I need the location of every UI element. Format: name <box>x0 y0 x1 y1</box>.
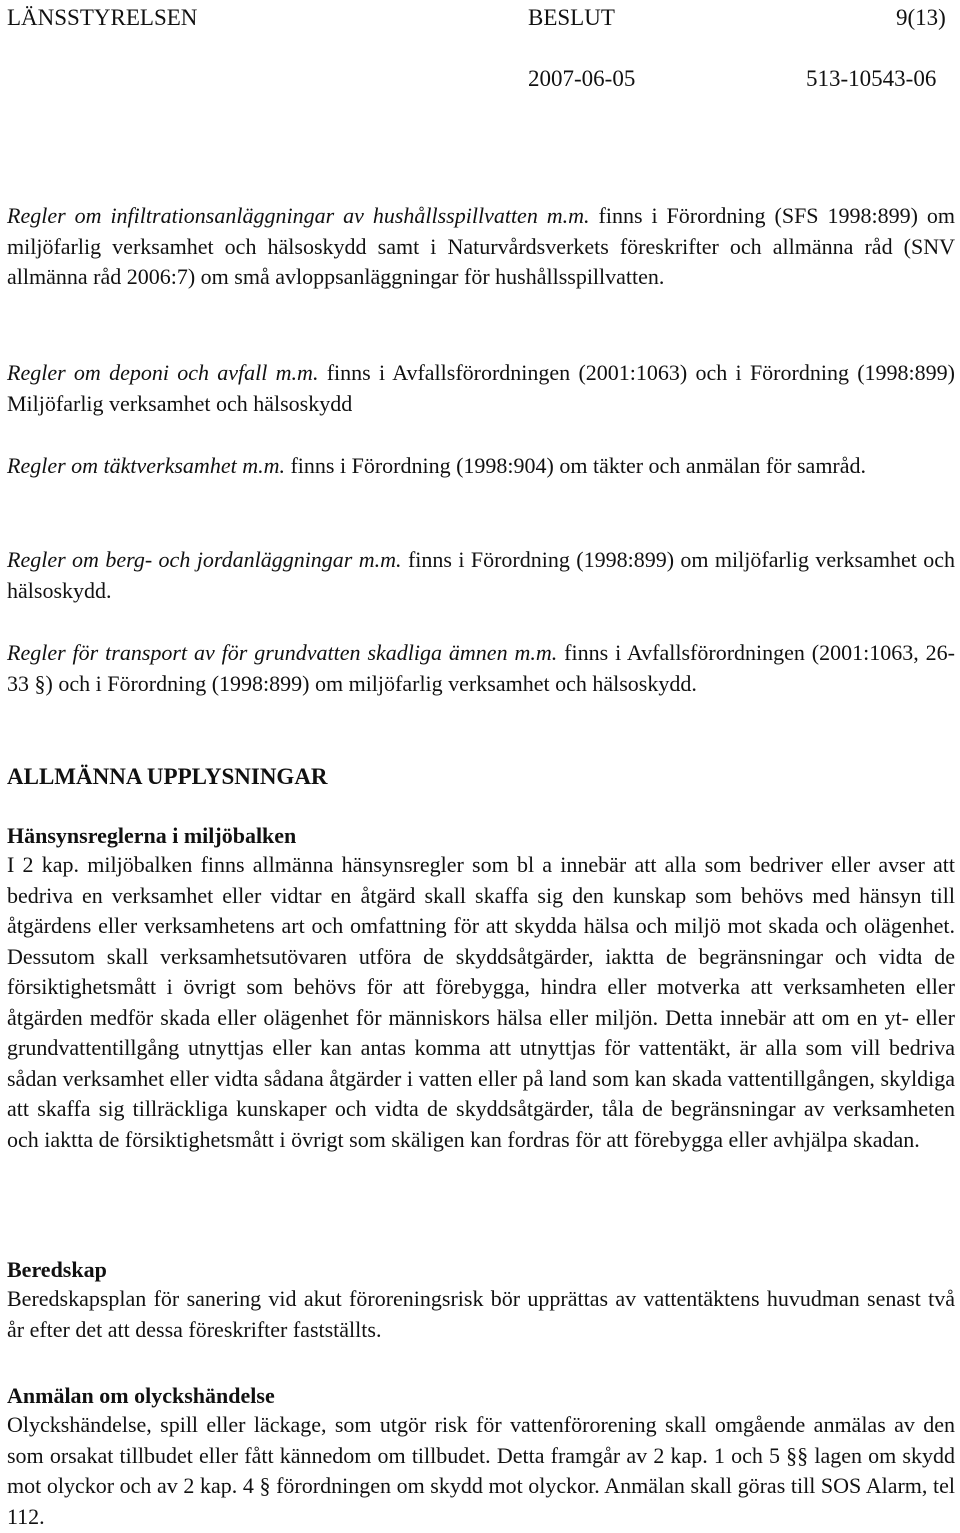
header-diary-number: 513-10543-06 <box>806 66 937 91</box>
regulation-transport <box>7 638 955 699</box>
consideration-section <box>7 822 955 1155</box>
consideration-heading: Hänsynsreglerna i miljöbalken <box>7 823 297 848</box>
regulation-lead: Regler om deponi och avfall m.m. <box>7 360 319 385</box>
regulation-rock-soil <box>7 545 955 606</box>
regulation-lead: Regler om berg- och jordanläggningar m.m. <box>7 547 402 572</box>
header-organization: LÄNSSTYRELSEN <box>7 5 198 30</box>
regulation-quarrying <box>7 451 955 482</box>
regulation-text: finns i Avfallsförordningen (2001:1063, 26-33 §) och i Förordning (1998:899) om miljöfarlig verksamhet och hälsoskydd. <box>7 640 955 696</box>
regulation-paragraph <box>7 451 955 482</box>
header-document-type: BESLUT <box>528 5 615 30</box>
header-date: 2007-06-05 <box>528 66 636 91</box>
accident-report-section <box>7 1382 955 1532</box>
regulation-paragraph <box>7 638 955 699</box>
preparedness-text: Beredskapsplan för sanering vid akut föroreningsrisk bör upprättas av vattentäktens huvudman senast två år efter det att dessa föreskrifter fastställts. <box>7 1286 955 1342</box>
preparedness-section <box>7 1256 955 1345</box>
regulation-paragraph <box>7 545 955 606</box>
regulation-text: finns i Förordning (1998:904) om täkter och anmälan för samråd. <box>284 453 867 478</box>
regulation-paragraph <box>7 358 955 419</box>
regulation-lead: Regler om täktverksamhet m.m. <box>7 453 285 478</box>
regulation-lead: Regler om infiltrationsanläggningar av hushållsspillvatten m.m. <box>7 203 590 228</box>
regulation-text: finns i Förordning (SFS 1998:899) om miljöfarlig verksamhet och hälsoskydd samt i Naturvårdsverkets föreskrifter och allmänna råd (SNV allmänna råd 2006:7) om små avloppsanläggningar för hushållsspillvatten. <box>7 203 956 289</box>
accident-report-heading: Anmälan om olyckshändelse <box>7 1383 275 1408</box>
regulation-lead: Regler för transport av för grundvatten skadliga ämnen m.m. <box>7 640 558 665</box>
header-page-number: 9(13) <box>896 5 946 30</box>
regulation-landfill-waste <box>7 358 955 419</box>
accident-report-text: Olyckshändelse, spill eller läckage, som utgör risk för vattenförorening skall omgående anmälas av den som orsakat tillbudet eller fått kännedom om tillbudet. Detta framgår av 2 kap. 1 och 5 §§ lagen om skydd mot olyckor och av 2 kap. 4 § förordningen om skydd mot olyckor. Anmälan skall göras till SOS Alarm, tel 112. <box>7 1412 955 1529</box>
regulation-infiltration <box>7 201 955 293</box>
general-info-heading: ALLMÄNNA UPPLYSNINGAR <box>7 764 328 789</box>
regulation-paragraph <box>7 201 955 293</box>
general-info-heading-block <box>7 763 955 791</box>
preparedness-heading: Beredskap <box>7 1257 107 1282</box>
regulation-text: finns i Avfallsförordningen (2001:1063) och i Förordning (1998:899) Miljöfarlig verksamhet och hälsoskydd <box>7 360 955 416</box>
regulation-text: finns i Förordning (1998:899) om miljöfarlig verksamhet och hälsoskydd. <box>7 547 955 603</box>
consideration-text: I 2 kap. miljöbalken finns allmänna hänsynsregler som bl a innebär att alla som bedriver eller avser att bedriva en verksamhet eller vidtar en åtgärd skall skaffa sig den kunskap som behövs med hänsyn till åtgärdens eller verksamhetens art och omfattning för att skydda hälsa och miljö mot skada och olägenhet. Dessutom skall verksamhetsutövaren utföra de skyddsåtgärder, iaktta de begränsningar och vidta de försiktighetsmått i övrigt som behövs för att förebygga, hindra eller motverka att verksamheten eller åtgärden medför skada eller olägenhet för människors hälsa eller miljön. Detta innebär att om en yt- eller grundvattentillgång utnyttjas eller kan antas komma att utnyttjas för vattentäkt, är alla som vill bedriva sådan verksamhet eller vidta sådana åtgärder i vatten eller på land som kan skada vattentillgången, skyldiga att skaffa sig tillräckliga kunskaper och vidta de skyddsåtgärder, tåla de begränsningar av verksamheten och iaktta de försiktighetsmått i övrigt som skäligen kan fordras för att förebygga eller avhjälpa skadan. <box>7 852 955 1152</box>
